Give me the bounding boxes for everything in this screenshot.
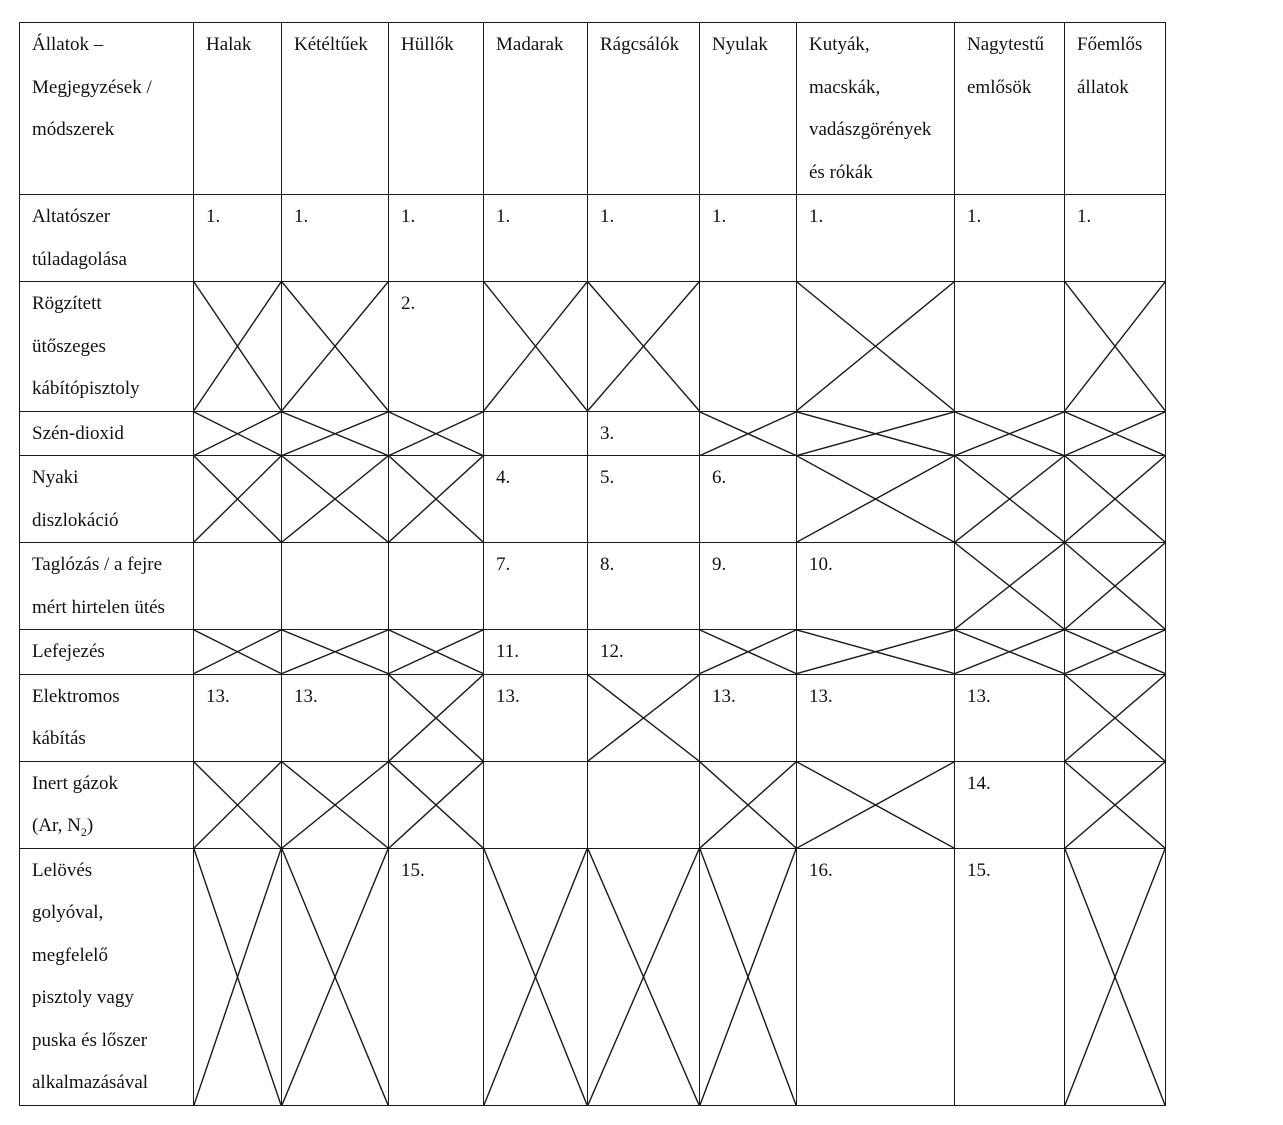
footnote-ref: 1. — [401, 206, 416, 227]
footnote-ref — [484, 761, 587, 763]
cross-out-icon — [194, 849, 281, 1105]
method-label: Nyaki diszlokáció — [32, 467, 119, 531]
not-applicable-cell — [1065, 456, 1166, 543]
footnote-cell — [389, 282, 484, 412]
cross-out-icon — [1065, 762, 1165, 848]
header-label: Nyulak — [712, 34, 768, 55]
footnote-ref: 1. — [600, 206, 615, 227]
cross-out-icon — [194, 456, 281, 542]
cross-out-icon — [1065, 282, 1165, 411]
cross-out-icon — [700, 762, 796, 848]
cross-out-icon — [700, 849, 796, 1105]
method-label-subscript: 2 — [80, 824, 87, 839]
cross-out-icon — [955, 543, 1064, 629]
not-applicable-cell — [1065, 761, 1166, 848]
header-label: Főemlős állatok — [1077, 34, 1143, 98]
footnote-cell — [588, 195, 700, 282]
not-applicable-cell — [797, 282, 955, 412]
footnote-ref: 1. — [496, 206, 511, 227]
footnote-ref: 1. — [1077, 206, 1092, 227]
cross-out-icon — [1065, 456, 1165, 542]
footnote-cell — [1065, 195, 1166, 282]
footnote-ref: 1. — [294, 206, 309, 227]
header-cell-corner — [20, 23, 194, 195]
footnote-ref: 12. — [600, 641, 624, 662]
not-applicable-cell — [194, 630, 282, 675]
header-cell-nagytestu — [955, 23, 1065, 195]
method-cell — [20, 411, 194, 456]
cross-out-icon — [282, 849, 388, 1105]
header-label: Hüllők — [401, 34, 454, 55]
not-applicable-cell — [955, 630, 1065, 675]
cross-out-icon — [955, 412, 1064, 456]
footnote-ref — [194, 543, 281, 545]
not-applicable-cell — [282, 282, 389, 412]
footnote-ref: 1. — [809, 206, 824, 227]
footnote-ref: 5. — [600, 467, 615, 488]
footnote-ref — [389, 543, 483, 545]
not-applicable-cell — [1065, 282, 1166, 412]
cross-out-icon — [282, 762, 388, 848]
table-row — [20, 195, 1166, 282]
not-applicable-cell — [194, 456, 282, 543]
empty-cell — [282, 543, 389, 630]
not-applicable-cell — [797, 630, 955, 675]
cross-out-icon — [194, 762, 281, 848]
footnote-cell — [700, 195, 797, 282]
cross-out-icon — [389, 412, 483, 456]
footnote-cell — [484, 195, 588, 282]
not-applicable-cell — [588, 674, 700, 761]
method-cell — [20, 761, 194, 848]
cross-out-icon — [282, 630, 388, 674]
footnote-cell — [588, 411, 700, 456]
footnote-cell — [797, 674, 955, 761]
cross-out-icon — [955, 456, 1064, 542]
header-label: Kutyák, macskák, vadászgörények és rókák — [809, 34, 932, 183]
empty-cell — [484, 761, 588, 848]
cross-out-icon — [797, 412, 954, 456]
footnote-cell — [955, 848, 1065, 1105]
not-applicable-cell — [955, 543, 1065, 630]
not-applicable-cell — [1065, 630, 1166, 675]
footnote-cell — [282, 674, 389, 761]
method-cell — [20, 630, 194, 675]
not-applicable-cell — [194, 848, 282, 1105]
not-applicable-cell — [194, 282, 282, 412]
header-label: Madarak — [496, 34, 564, 55]
not-applicable-cell — [282, 630, 389, 675]
footnote-ref: 1. — [712, 206, 727, 227]
footnote-cell — [484, 674, 588, 761]
not-applicable-cell — [700, 761, 797, 848]
cross-out-icon — [194, 630, 281, 674]
table-row — [20, 456, 1166, 543]
method-label: Taglózás / a fejre mért hirtelen ütés — [32, 554, 165, 618]
footnote-cell — [797, 195, 955, 282]
footnote-cell — [194, 195, 282, 282]
not-applicable-cell — [1065, 543, 1166, 630]
header-label: Állatok – Megjegyzések / módszerek — [32, 34, 152, 140]
not-applicable-cell — [282, 848, 389, 1105]
footnote-cell — [588, 543, 700, 630]
not-applicable-cell — [194, 411, 282, 456]
methods-table — [19, 22, 1166, 1106]
footnote-ref — [484, 411, 587, 413]
not-applicable-cell — [1065, 674, 1166, 761]
table-row — [20, 848, 1166, 1105]
not-applicable-cell — [797, 411, 955, 456]
method-label: Rögzített ütőszeges kábítópisztoly — [32, 293, 140, 399]
cross-out-icon — [484, 282, 587, 411]
cross-out-icon — [282, 456, 388, 542]
footnote-ref: 3. — [600, 422, 615, 444]
footnote-cell — [389, 195, 484, 282]
method-cell — [20, 456, 194, 543]
method-cell — [20, 282, 194, 412]
not-applicable-cell — [700, 848, 797, 1105]
method-label — [20, 761, 193, 848]
not-applicable-cell — [955, 456, 1065, 543]
cross-out-icon — [797, 762, 954, 848]
table-row — [20, 630, 1166, 675]
cross-out-icon — [700, 630, 796, 674]
method-label: Lefejezés — [32, 641, 105, 662]
footnote-cell — [282, 195, 389, 282]
cross-out-icon — [389, 762, 483, 848]
not-applicable-cell — [588, 282, 700, 412]
footnote-ref: 14. — [967, 772, 991, 794]
footnote-cell — [700, 456, 797, 543]
footnote-ref: 2. — [401, 293, 416, 314]
footnote-ref: 13. — [712, 685, 736, 707]
not-applicable-cell — [389, 630, 484, 675]
cross-out-icon — [389, 456, 483, 542]
cross-out-icon — [955, 630, 1064, 674]
header-row — [20, 23, 1166, 195]
empty-cell — [700, 282, 797, 412]
not-applicable-cell — [1065, 411, 1166, 456]
header-cell-foemlos — [1065, 23, 1166, 195]
cross-out-icon — [389, 675, 483, 761]
cross-out-icon — [1065, 849, 1165, 1105]
table-row — [20, 543, 1166, 630]
method-label-suffix: ) — [86, 815, 94, 836]
footnote-ref: 8. — [600, 554, 615, 575]
not-applicable-cell — [389, 456, 484, 543]
cross-out-icon — [588, 282, 699, 411]
not-applicable-cell — [194, 761, 282, 848]
empty-cell — [194, 543, 282, 630]
footnote-cell — [389, 848, 484, 1105]
header-cell-nyulak — [700, 23, 797, 195]
cross-out-icon — [1065, 630, 1165, 674]
header-cell-kutyak — [797, 23, 955, 195]
cross-out-icon — [389, 630, 483, 674]
header-label: Nagytestű emlősök — [967, 34, 1045, 98]
table-row — [20, 761, 1166, 848]
method-cell — [20, 848, 194, 1105]
footnote-cell — [797, 848, 955, 1105]
method-label-prefix: Inert gázok (Ar, N — [32, 772, 118, 836]
cross-out-icon — [797, 282, 954, 411]
cross-out-icon — [282, 412, 388, 456]
footnote-ref: 10. — [809, 554, 833, 575]
not-applicable-cell — [797, 456, 955, 543]
header-label: Kétéltűek — [294, 34, 368, 55]
method-label: Elektromos kábítás — [32, 685, 120, 749]
empty-cell — [588, 761, 700, 848]
footnote-ref: 1. — [967, 206, 982, 227]
cross-out-icon — [700, 412, 796, 456]
footnote-ref — [955, 282, 1064, 284]
footnote-cell — [955, 761, 1065, 848]
footnote-ref: 6. — [712, 467, 727, 488]
header-cell-halak — [194, 23, 282, 195]
footnote-ref: 9. — [712, 554, 727, 575]
footnote-ref: 16. — [809, 859, 833, 881]
footnote-ref: 15. — [967, 859, 991, 881]
cross-out-icon — [588, 849, 699, 1105]
footnote-ref: 13. — [967, 685, 991, 707]
footnote-ref: 4. — [496, 467, 511, 488]
cross-out-icon — [1065, 543, 1165, 629]
footnote-cell — [484, 456, 588, 543]
footnote-cell — [700, 674, 797, 761]
empty-cell — [389, 543, 484, 630]
method-cell — [20, 195, 194, 282]
not-applicable-cell — [588, 848, 700, 1105]
footnote-ref: 13. — [294, 685, 318, 707]
not-applicable-cell — [700, 411, 797, 456]
header-cell-hullok — [389, 23, 484, 195]
footnote-ref: 1. — [206, 206, 221, 227]
footnote-cell — [484, 543, 588, 630]
cross-out-icon — [282, 282, 388, 411]
cross-out-icon — [194, 282, 281, 411]
footnote-cell — [588, 456, 700, 543]
cross-out-icon — [797, 630, 954, 674]
method-label: Lelövés golyóval, megfelelő pisztoly vagy puska és lőszer alkalmazásával — [32, 859, 149, 1093]
footnote-ref: 13. — [496, 685, 520, 707]
not-applicable-cell — [282, 761, 389, 848]
table-row — [20, 674, 1166, 761]
table-row — [20, 282, 1166, 412]
header-cell-ragcsalok — [588, 23, 700, 195]
method-label: Szén-dioxid — [32, 422, 124, 444]
footnote-ref — [588, 761, 699, 763]
method-cell — [20, 674, 194, 761]
empty-cell — [484, 411, 588, 456]
table-row — [20, 411, 1166, 456]
footnote-cell — [588, 630, 700, 675]
footnote-cell — [700, 543, 797, 630]
not-applicable-cell — [955, 411, 1065, 456]
footnote-ref: 7. — [496, 554, 511, 575]
cross-out-icon — [588, 675, 699, 761]
empty-cell — [955, 282, 1065, 412]
header-cell-keteltuek — [282, 23, 389, 195]
header-label: Rágcsálók — [600, 34, 680, 55]
not-applicable-cell — [389, 674, 484, 761]
not-applicable-cell — [282, 411, 389, 456]
cross-out-icon — [1065, 412, 1165, 456]
cross-out-icon — [484, 849, 587, 1105]
cross-out-icon — [1065, 675, 1165, 761]
footnote-cell — [955, 195, 1065, 282]
footnote-cell — [955, 674, 1065, 761]
not-applicable-cell — [389, 761, 484, 848]
footnote-ref: 13. — [809, 685, 833, 707]
footnote-cell — [194, 674, 282, 761]
header-cell-madarak — [484, 23, 588, 195]
not-applicable-cell — [484, 848, 588, 1105]
not-applicable-cell — [1065, 848, 1166, 1105]
footnote-ref: 13. — [206, 685, 230, 707]
not-applicable-cell — [389, 411, 484, 456]
not-applicable-cell — [282, 456, 389, 543]
not-applicable-cell — [484, 282, 588, 412]
not-applicable-cell — [700, 630, 797, 675]
footnote-ref: 15. — [401, 859, 425, 881]
cross-out-icon — [194, 412, 281, 456]
footnote-cell — [484, 630, 588, 675]
method-cell — [20, 543, 194, 630]
cross-out-icon — [797, 456, 954, 542]
header-label: Halak — [206, 34, 252, 55]
method-label: Altatószer túladagolása — [32, 206, 127, 270]
footnote-cell — [797, 543, 955, 630]
not-applicable-cell — [797, 761, 955, 848]
footnote-ref — [282, 543, 388, 545]
footnote-ref: 11. — [496, 641, 520, 662]
footnote-ref — [700, 282, 796, 284]
